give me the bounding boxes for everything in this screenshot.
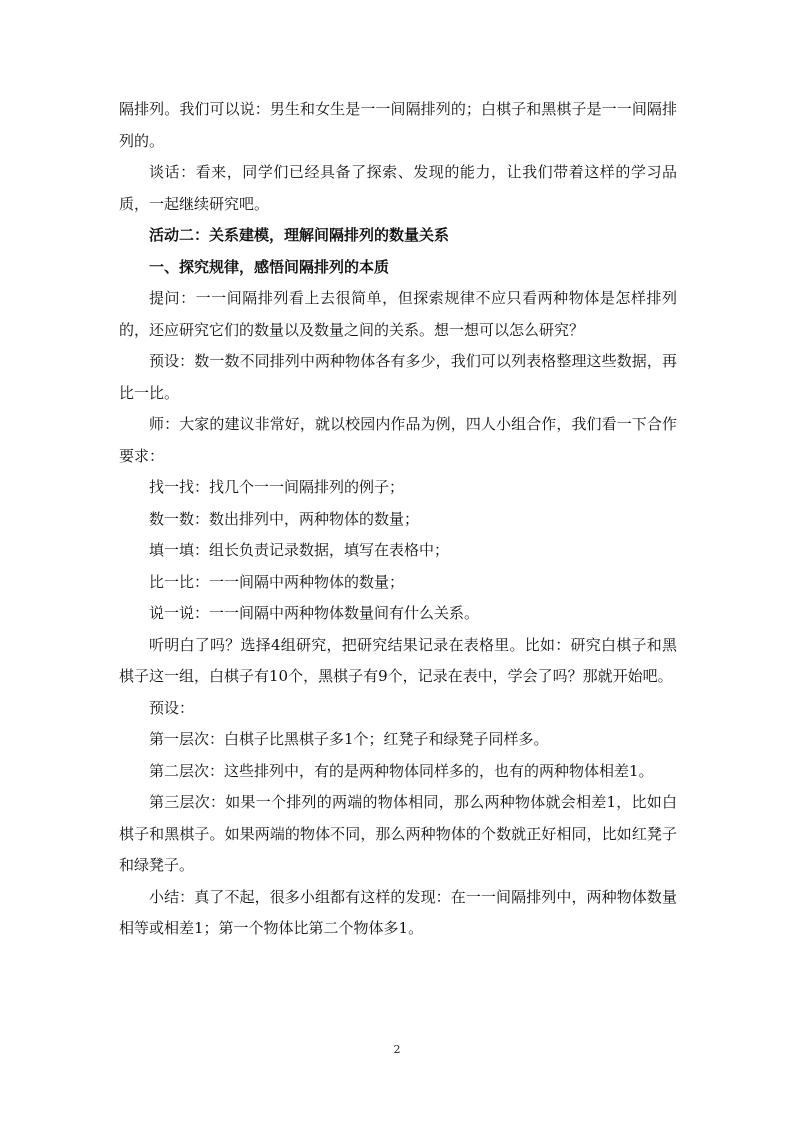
list-item-find: 找一找：找几个一一间隔排列的例子；: [149, 478, 405, 496]
document-body: [119, 94, 677, 945]
paragraph-summary: 小结：真了不起，很多小组都有这样的发现：在一一间隔排列中，两种物体数量相等或相差1；第一个物体比第二个物体多1。: [119, 887, 677, 937]
list-item-fill: 填一填：组长负责记录数据，填写在表格中；: [149, 541, 450, 559]
paragraph-presupposition: 预设：数一数不同排列中两种物体各有多少，我们可以列表格整理这些数据，再比一比。: [119, 352, 677, 402]
list-item-compare: 比一比：一一间隔中两种物体的数量；: [149, 572, 405, 591]
list-item-say: 说一说：一一间隔中两种物体数量间有什么关系。: [149, 604, 480, 622]
paragraph-level-two: 第二层次：这些排列中，有的是两种物体同样多的，也有的两种物体相差1。: [149, 761, 654, 780]
page-number: 2: [393, 1043, 401, 1056]
activity-heading: 活动二：关系建模，理解间隔排列的数量关系: [149, 226, 450, 244]
paragraph-instructions: 听明白了吗？选择4组研究，把研究结果记录在表格里。比如：研究白棋子和黑棋子这一组，白棋子有10个，黑棋子有9个，记录在表中，学会了吗？那就开始吧。: [119, 635, 677, 685]
paragraph-presupposition-label: 预设：: [149, 698, 195, 717]
list-item-count: 数一数：数出排列中，两种物体的数量；: [149, 509, 420, 528]
paragraph-talk: 谈话：看来，同学们已经具备了探索、发现的能力，让我们带着这样的学习品质，一起继续研究吧。: [119, 163, 677, 213]
paragraph-level-three: 第三层次：如果一个排列的两端的物体相同，那么两种物体就会相差1，比如白棋子和黑棋子。如果两端的物体不同，那么两种物体的个数就正好相同，比如红凳子和绿凳子。: [119, 793, 677, 874]
paragraph-level-one: 第一层次：白棋子比黑棋子多1个；红凳子和绿凳子同样多。: [149, 730, 549, 748]
paragraph-teacher: 师：大家的建议非常好，就以校园内作品为例，四人小组合作，我们看一下合作要求：: [119, 415, 677, 465]
paragraph-question: 提问：一一间隔排列看上去很简单，但探索规律不应只看两种物体是怎样排列的，还应研究它们的数量以及数量之间的关系。想一想可以怎么研究？: [119, 289, 677, 339]
section-heading: 一、探究规律，感悟间隔排列的本质: [149, 257, 390, 276]
paragraph-continuation: 隔排列。我们可以说：男生和女生是一一间隔排列的；白棋子和黑棋子是一一间隔排列的。: [119, 100, 677, 150]
